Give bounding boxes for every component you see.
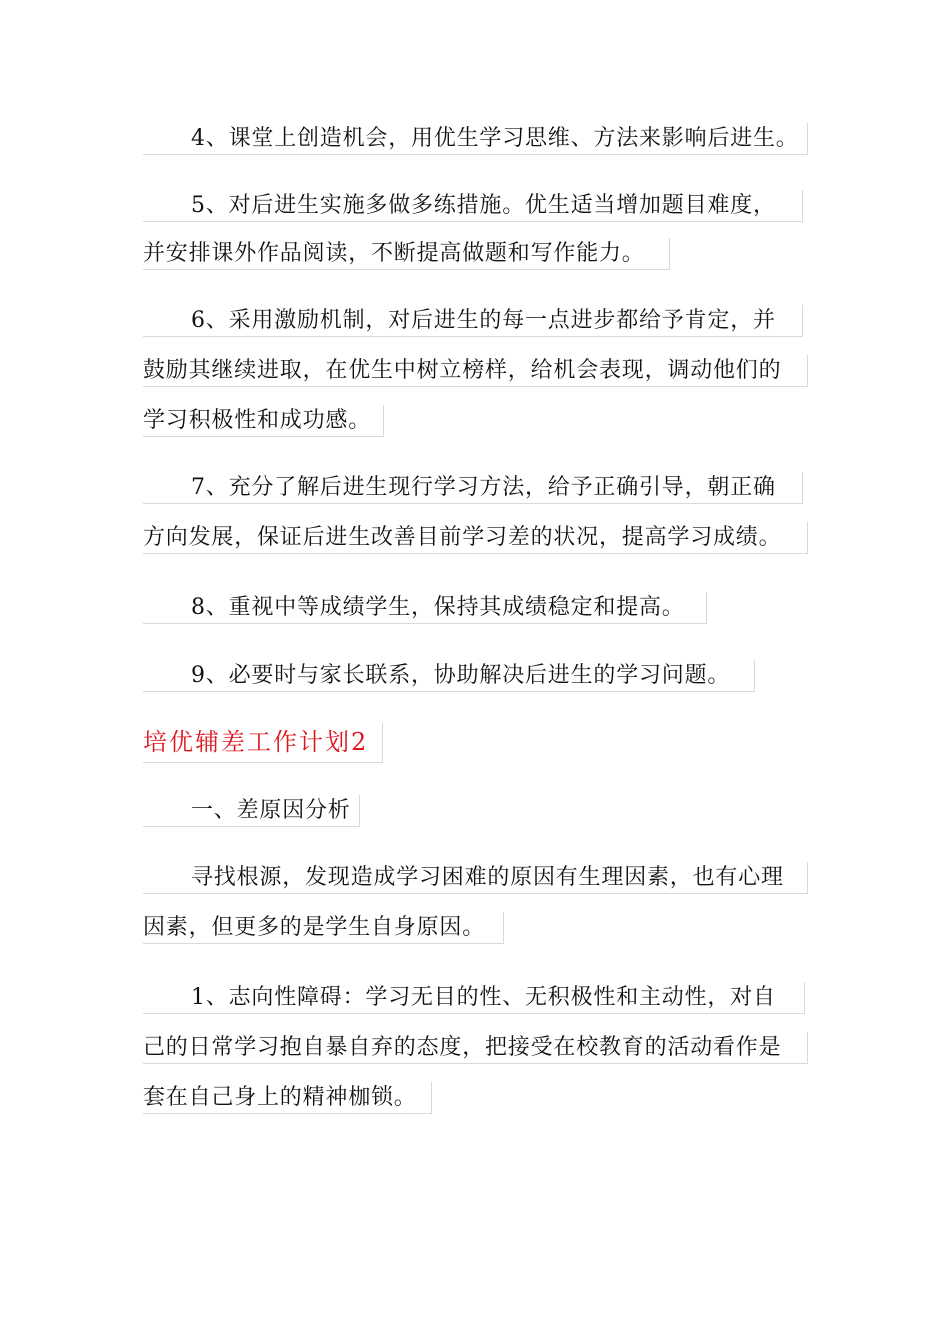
paragraph-line: 学习积极性和成功感。	[143, 405, 384, 437]
paragraph-line: 寻找根源，发现造成学习困难的原因有生理因素，也有心理	[143, 862, 808, 894]
paragraph-line: 4、课堂上创造机会，用优生学习思维、方法来影响后进生。	[143, 123, 808, 155]
section-heading: 培优辅差工作计划2	[143, 723, 383, 763]
subheading-line: 一、差原因分析	[143, 795, 360, 827]
paragraph-line: 方向发展，保证后进生改善目前学习差的状况，提高学习成绩。	[143, 522, 808, 554]
paragraph-line: 1、志向性障碍：学习无目的性、无积极性和主动性，对自	[143, 982, 805, 1014]
paragraph-line: 并安排课外作品阅读，不断提高做题和写作能力。	[143, 238, 670, 270]
paragraph-line: 6、采用激励机制，对后进生的每一点进步都给予肯定，并	[143, 305, 803, 337]
paragraph-line: 鼓励其继续进取，在优生中树立榜样，给机会表现，调动他们的	[143, 355, 808, 387]
paragraph-line: 5、对后进生实施多做多练措施。优生适当增加题目难度，	[143, 190, 803, 222]
paragraph-line: 因素，但更多的是学生自身原因。	[143, 912, 504, 944]
paragraph-line: 9、必要时与家长联系，协助解决后进生的学习问题。	[143, 660, 755, 692]
paragraph-line: 8、重视中等成绩学生，保持其成绩稳定和提高。	[143, 592, 707, 624]
paragraph-line: 己的日常学习抱自暴自弃的态度，把接受在校教育的活动看作是	[143, 1032, 808, 1064]
paragraph-line: 7、充分了解后进生现行学习方法，给予正确引导，朝正确	[143, 472, 803, 504]
paragraph-line: 套在自己身上的精神枷锁。	[143, 1082, 432, 1114]
